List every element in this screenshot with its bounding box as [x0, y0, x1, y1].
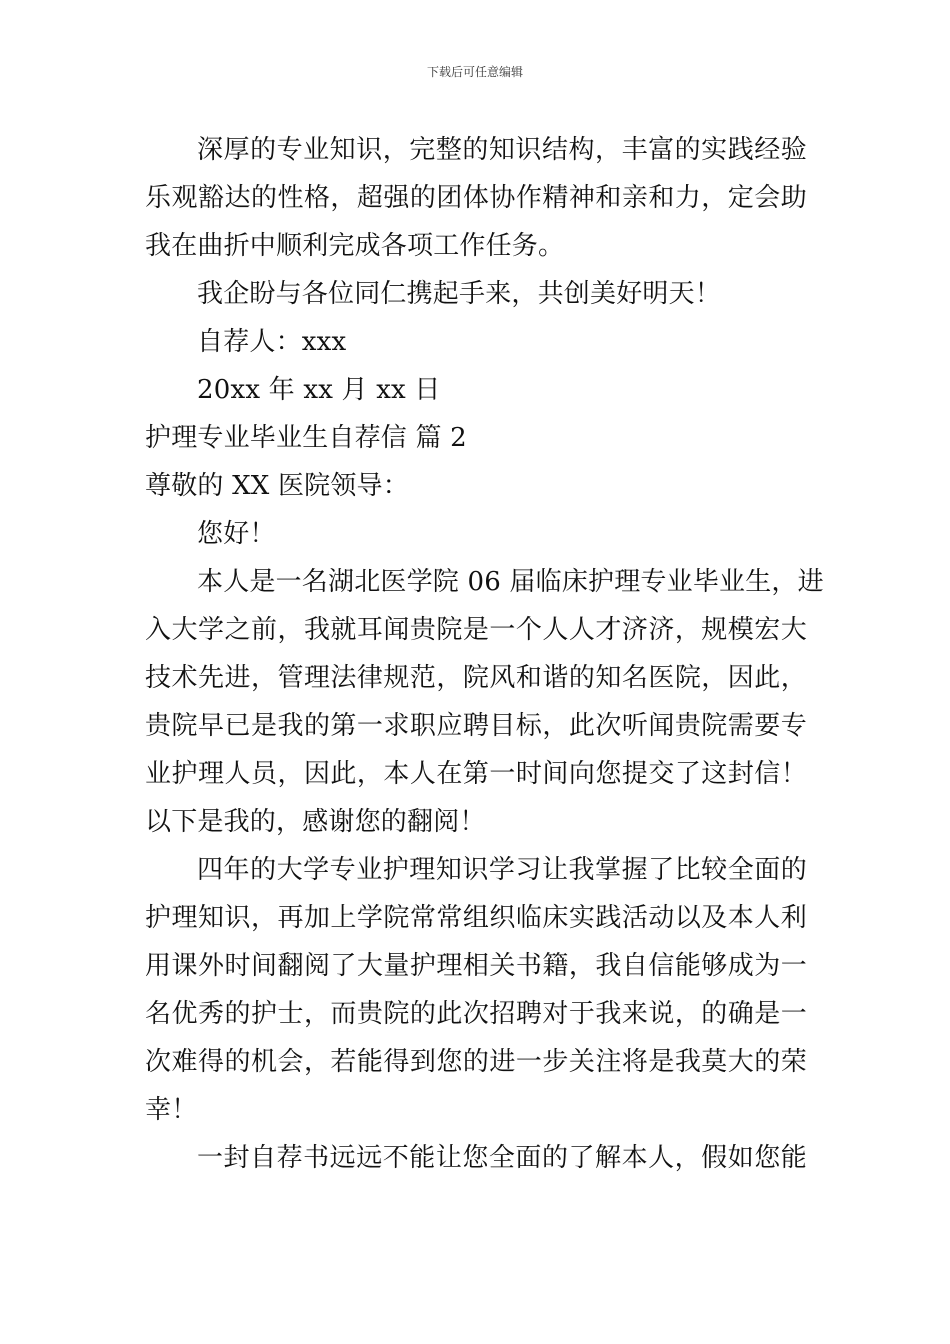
- text-line: 我在曲折中顺利完成各项工作任务。: [145, 231, 565, 261]
- document-body: [145, 126, 824, 1182]
- signature-line: 自荐人：xxx: [197, 327, 347, 357]
- text-line: 四年的大学专业护理知识学习让我掌握了比较全面的: [197, 855, 807, 885]
- text-line: 乐观豁达的性格，超强的团体协作精神和亲和力，定会助: [145, 183, 807, 213]
- salutation: 尊敬的 XX 医院领导：: [145, 471, 409, 501]
- text-line: 护理知识，再加上学院常常组织临床实践活动以及本人利: [145, 903, 807, 933]
- text-line: 一封自荐书远远不能让您全面的了解本人，假如您能: [197, 1143, 807, 1173]
- text-line: 贵院早已是我的第一求职应聘目标，此次听闻贵院需要专: [145, 711, 807, 741]
- text-line: 用课外时间翻阅了大量护理相关书籍，我自信能够成为一: [145, 951, 807, 981]
- text-line: 我企盼与各位同仁携起手来，共创美好明天！: [197, 279, 722, 309]
- text-line: 入大学之前，我就耳闻贵院是一个人人才济济，规模宏大: [145, 615, 807, 645]
- text-line: 本人是一名湖北医学院 06 届临床护理专业毕业生，进: [197, 567, 824, 597]
- text-line: 业护理人员，因此，本人在第一时间向您提交了这封信！: [145, 759, 807, 789]
- text-line: 以下是我的，感谢您的翻阅！: [145, 807, 486, 837]
- text-line: 幸！: [145, 1095, 198, 1125]
- text-line: 次难得的机会，若能得到您的进一步关注将是我莫大的荣: [145, 1047, 807, 1077]
- section-title: 护理专业毕业生自荐信 篇 2: [145, 423, 467, 453]
- page-header: 下载后可任意编辑: [426, 65, 523, 79]
- text-line: 名优秀的护士，而贵院的此次招聘对于我来说，的确是一: [145, 999, 807, 1029]
- text-line: 技术先进，管理法律规范，院风和谐的知名医院，因此，: [145, 663, 807, 693]
- date-line: 20xx 年 xx 月 xx 日: [197, 375, 441, 405]
- text-line: 深厚的专业知识，完整的知识结构，丰富的实践经验: [197, 135, 807, 165]
- greeting: 您好！: [197, 519, 276, 549]
